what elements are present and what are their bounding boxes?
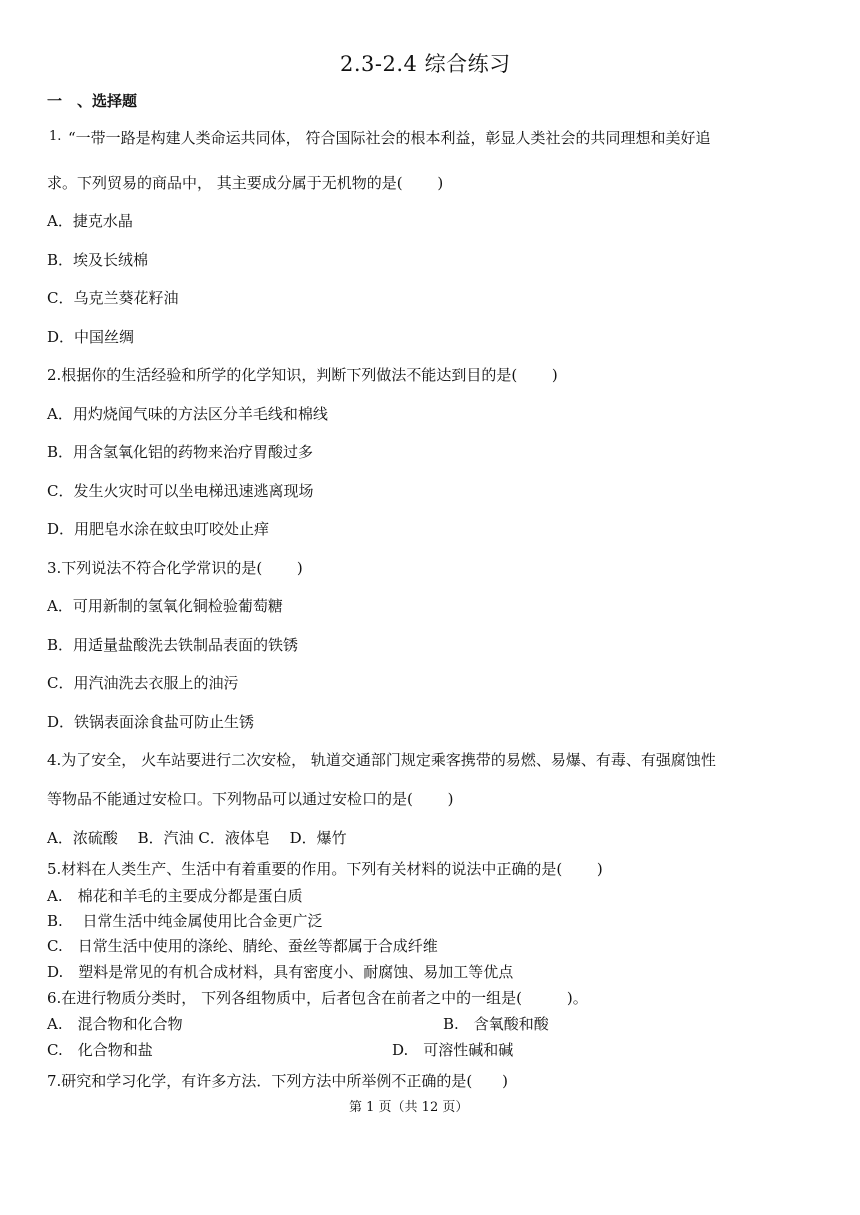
question-1-option-a: A．捷克水晶 (47, 212, 133, 230)
question-4-line-1: 4.为了安全， 火车站要进行二次安检， 轨道交通部门规定乘客携带的易燃、易爆、有毒、有强腐蚀性 (47, 751, 716, 769)
question-5-stem: 5.材料在人类生产、生活中有着重要的作用。下列有关材料的说法中正确的是( ) (47, 860, 603, 878)
question-6-option-d: D. 可溶性碱和碱 (392, 1041, 514, 1059)
question-2-option-d: D．用肥皂水涂在蚊虫叮咬处止痒 (47, 520, 270, 538)
page-footer: 第 1 页（共 12 页） (349, 1100, 469, 1115)
question-6-option-a: A. 混合物和化合物 (47, 1015, 183, 1033)
question-3-option-a: A．可用新制的氢氧化铜检验葡萄糖 (47, 597, 283, 615)
question-5-option-c: C. 日常生活中使用的涤纶、腈纶、蚕丝等都属于合成纤维 (47, 937, 438, 955)
question-2-stem: 2.根据你的生活经验和所学的化学知识，判断下列做法不能达到目的是( ) (47, 366, 558, 384)
question-3-stem: 3.下列说法不符合化学常识的是( ) (47, 559, 303, 577)
question-3-option-b: B．用适量盐酸洗去铁制品表面的铁锈 (47, 636, 299, 654)
page-title: 2.3-2.4 综合练习 (340, 52, 511, 76)
question-6-stem: 6.在进行物质分类时， 下列各组物质中，后者包含在前者之中的一组是( )。 (47, 989, 588, 1007)
question-5-option-a: A. 棉花和羊毛的主要成分都是蛋白质 (47, 887, 303, 905)
question-7-stem: 7.研究和学习化学，有许多方法．下列方法中所举例不正确的是( ) (47, 1072, 509, 1090)
question-5-option-d: D. 塑料是常见的有机合成材料，具有密度小、耐腐蚀、易加工等优点 (47, 963, 514, 981)
question-1-option-d: D．中国丝绸 (47, 328, 135, 346)
section-heading: 一 、选择题 (47, 92, 138, 110)
question-2-option-c: C．发生火灾时可以坐电梯迅速逃离现场 (47, 482, 314, 500)
question-1-option-c: C．乌克兰葵花籽油 (47, 289, 179, 307)
question-3-option-d: D．铁锅表面涂食盐可防止生锈 (47, 713, 255, 731)
question-4-line-2: 等物品不能通过安检口。下列物品可以通过安检口的是( ) (47, 790, 454, 808)
question-1-option-b: B．埃及长绒棉 (47, 251, 149, 269)
question-5-option-b: B. 日常生活中纯金属使用比合金更广泛 (47, 912, 323, 930)
question-3-option-c: C．用汽油洗去衣服上的油污 (47, 674, 239, 692)
question-6-option-c: C. 化合物和盐 (47, 1041, 153, 1059)
question-1-line-2: 求。下列贸易的商品中， 其主要成分属于无机物的是( ) (47, 174, 444, 192)
question-6-option-b: B. 含氧酸和酸 (443, 1015, 549, 1033)
question-2-option-a: A．用灼烧闻气味的方法区分羊毛线和棉线 (47, 405, 328, 423)
question-1-line-1: “一带一路是构建人类命运共同体， 符合国际社会的根本利益，彰显人类社会的共同理想和美好追 (68, 129, 711, 147)
question-2-option-b: B．用含氢氧化铝的药物来治疗胃酸过多 (47, 443, 314, 461)
question-1-number: 1. (49, 129, 62, 144)
question-4-options: A．浓硫酸 B．汽油 C．液体皂 D．爆竹 (47, 829, 347, 847)
